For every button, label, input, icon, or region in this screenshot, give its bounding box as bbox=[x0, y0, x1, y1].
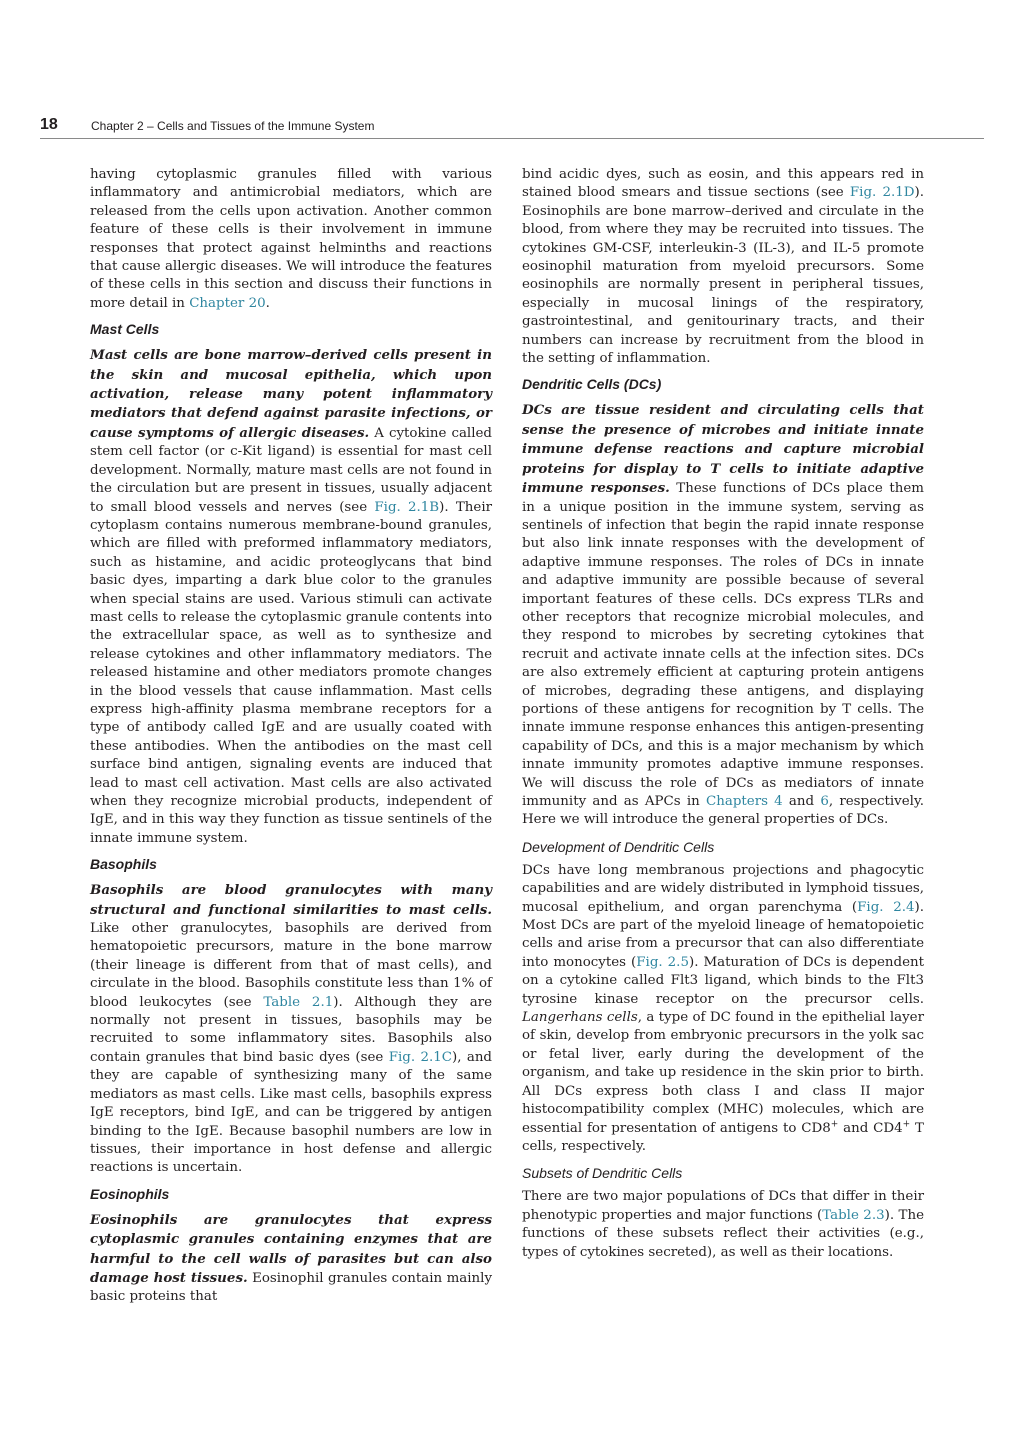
dendritic-cells-lead: DCs are tissue resident and circulating cells that sense the presence of microbes and initiate innate immune defense reactions and capture microbial proteins for display to T cells to initiate adaptive immune responses. bbox=[522, 402, 924, 497]
langerhans-cells-term: Langerhans cells bbox=[522, 1010, 638, 1026]
eosinophils-continued-paragraph: bind acidic dyes, such as eosin, and this appears red in stained blood smears and tissue sections (see Fig. 2.1D). Eosinophils are bone marrow–derived and circulate in the blood, from where they may be recruited into tissues. The cytokines GM-CSF, interleukin-3 (IL-3), and IL-5 promote eosinophil maturation from myeloid precursors. Some eosinophils are normally present in peripheral tissues, especially in mucosal linings of the respiratory, gastrointestinal, and genitourinary tracts, and their numbers can increase by recruitment from the blood in the setting of inflammation. bbox=[522, 167, 924, 367]
page-number: 18 bbox=[40, 116, 58, 133]
eosinophils-paragraph: Eosinophils are granulocytes that express cytoplasmic granules containing enzymes that are harmful to the cell walls of parasites but can also damage host tissues. Eosinophil granules contain mainly basic proteins that bbox=[90, 1211, 493, 1305]
dendritic-cells-heading: Dendritic Cells (DCs) bbox=[522, 376, 662, 393]
intro-paragraph: having cytoplasmic granules filled with various inflammatory and antimicrobial mediators, which are released from the cells upon activation. Another common feature of these cells is their involvement in immune responses that protect against helminths and reactions that cause allergic diseases. We will introduce the features of these cells in this section and discuss their functions in more detail in Chapter 20. bbox=[90, 167, 492, 311]
chapter-6-link[interactable]: 6 bbox=[820, 794, 829, 809]
left-column bbox=[90, 166, 492, 1307]
fig-2-1c-link[interactable]: Fig. 2.1C bbox=[388, 1049, 452, 1065]
fig-2-1b-link[interactable]: Fig. 2.1B bbox=[374, 499, 440, 515]
subsets-heading: Subsets of Dendritic Cells bbox=[522, 1165, 683, 1182]
dendritic-cells-paragraph: DCs are tissue resident and circulating cells that sense the presence of microbes and initiate innate immune defense reactions and capture microbial proteins for display to T cells to initiate adaptive immune responses. These functions of DCs place them in a unique position in the immune system, serving as sentinels of infection that begin the rapid innate response but also link innate responses with the development of adaptive immune responses. The roles of DCs in innate and adaptive immunity are possible because of several important features of these cells. DCs express TLRs and other receptors that recognize microbial molecules, and they respond to microbes by secreting cytokines that recruit and activate innate cells at the infection sites. DCs are also extremely efficient at capturing protein antigens of microbes, degrading these antigens, and displaying portions of these antigens for recognition by T cells. The innate immune response enhances this antigen-presenting capability of DCs, and this is a major mechanism by which innate immunity promotes adaptive immune responses. We will discuss the role of DCs as mediators of innate immunity and as APCs in Chapters 4 and 6, respectively. Here we will introduce the general properties of DCs. bbox=[522, 402, 925, 828]
basophils-paragraph: Basophils are blood granulocytes with many structural and functional similarities to mast cells. Like other granulocytes, basophils are derived from hematopoietic precursors, mature in the bone marrow (their lineage is different from that of mast cells), and circulate in the blood. Basophils constitute less than 1% of blood leukocytes (see Table 2.1). Although they are normally not present in tissues, basophils may be recruited to some inflammatory sites. Basophils also contain granules that bind basic dyes (see Fig. 2.1C), and they are capable of synthesizing many of the same mediators as mast cells. Like mast cells, basophils express IgE receptors, bind IgE, and can be triggered by antigen binding to the IgE. Because basophil numbers are low in tissues, their importance in host defense and allergic reactions is uncertain. bbox=[90, 882, 493, 1176]
chapters-4-link[interactable]: Chapters 4 bbox=[705, 794, 783, 809]
subsets-paragraph: There are two major populations of DCs that differ in their phenotypic properties and major functions (Table 2.3). The functions of these subsets reflect their activities (e.g., types of cytokines secreted), as well as their locations. bbox=[522, 1189, 924, 1260]
fig-2-1d-link[interactable]: Fig. 2.1D bbox=[849, 185, 915, 201]
right-column bbox=[522, 166, 924, 1262]
development-paragraph: DCs have long membranous projections and phagocytic capabilities and are widely distributed in lymphoid tissues, mucosal epithelium, and organ parenchyma (Fig. 2.4). Most DCs are part of the myeloid lineage of hematopoietic cells and arise from a precursor that can also differentiate into monocytes (Fig. 2.5). Maturation of DCs is dependent on a cytokine called Flt3 ligand, which binds to the Flt3 tyrosine kinase receptor on the precursor cells. Langerhans cells, a type of DC found in the epithelial layer of skin, develop from embryonic precursors in the yolk sac or fetal liver, early during the development of the organism, and take up residence in the skin prior to birth. All DCs express both class I and class II major histocompatibility complex (MHC) molecules, which are essential for presentation of antigens to CD8+ and CD4+ T cells, respectively. bbox=[522, 862, 925, 1154]
fig-2-5-link[interactable]: Fig. 2.5 bbox=[636, 954, 689, 970]
fig-2-4-link[interactable]: Fig. 2.4 bbox=[857, 899, 915, 915]
mast-cells-lead: Mast cells are bone marrow–derived cells present in the skin and mucosal epithelia, which upon activation, release many potent inflammatory mediators that defend against parasite infections, or cause symptoms of allergic diseases. bbox=[90, 347, 492, 441]
table-2-3-link[interactable]: Table 2.3 bbox=[822, 1207, 885, 1223]
eosinophils-heading: Eosinophils bbox=[90, 1185, 170, 1202]
eosinophils-lead: Eosinophils are granulocytes that express cytoplasmic granules containing enzymes that are harmful to the cell walls of parasites but can also damage host tissues. bbox=[90, 1211, 492, 1286]
development-heading: Development of Dendritic Cells bbox=[522, 838, 715, 855]
running-head: Chapter 2 – Cells and Tissues of the Immune System bbox=[91, 119, 375, 133]
page-header bbox=[40, 116, 984, 139]
basophils-lead: Basophils are blood granulocytes with many structural and functional similarities to mast cells. bbox=[90, 882, 492, 918]
mast-cells-paragraph: Mast cells are bone marrow–derived cells present in the skin and mucosal epithelia, which upon activation, release many potent inflammatory mediators that defend against parasite infections, or cause symptoms of allergic diseases. A cytokine called stem cell factor (or c-Kit ligand) is essential for mast cell development. Normally, mature mast cells are not found in the circulation but are present in tissues, usually adjacent to small blood vessels and nerves (see Fig. 2.1B). Their cytoplasm contains numerous membrane-bound granules, which are filled with preformed inflammatory mediators, such as histamine, and acidic proteoglycans that bind basic dyes, imparting a dark blue color to the granules when special stains are used. Various stimuli can activate mast cells to release the cytoplasmic granule contents into the extracellular space, as well as to synthesize and release cytokines and other inflammatory mediators. The released histamine and other mediators promote changes in the blood vessels that cause inflammation. Mast cells express high-affinity plasma membrane receptors for a type of antibody called IgE and are usually coated with these antibodies. When the antibodies on the mast cell surface bind antigen, signaling events are induced that lead to mast cell activation. Mast cells are also activated when they recognize microbial products, independent of IgE, and in this way they function as tissue sentinels of the innate immune system. bbox=[90, 347, 493, 846]
mast-cells-heading: Mast Cells bbox=[90, 321, 160, 338]
chapter-20-link[interactable]: Chapter 20 bbox=[189, 295, 266, 311]
basophils-heading: Basophils bbox=[90, 856, 157, 873]
table-2-1-link[interactable]: Table 2.1 bbox=[263, 994, 334, 1010]
